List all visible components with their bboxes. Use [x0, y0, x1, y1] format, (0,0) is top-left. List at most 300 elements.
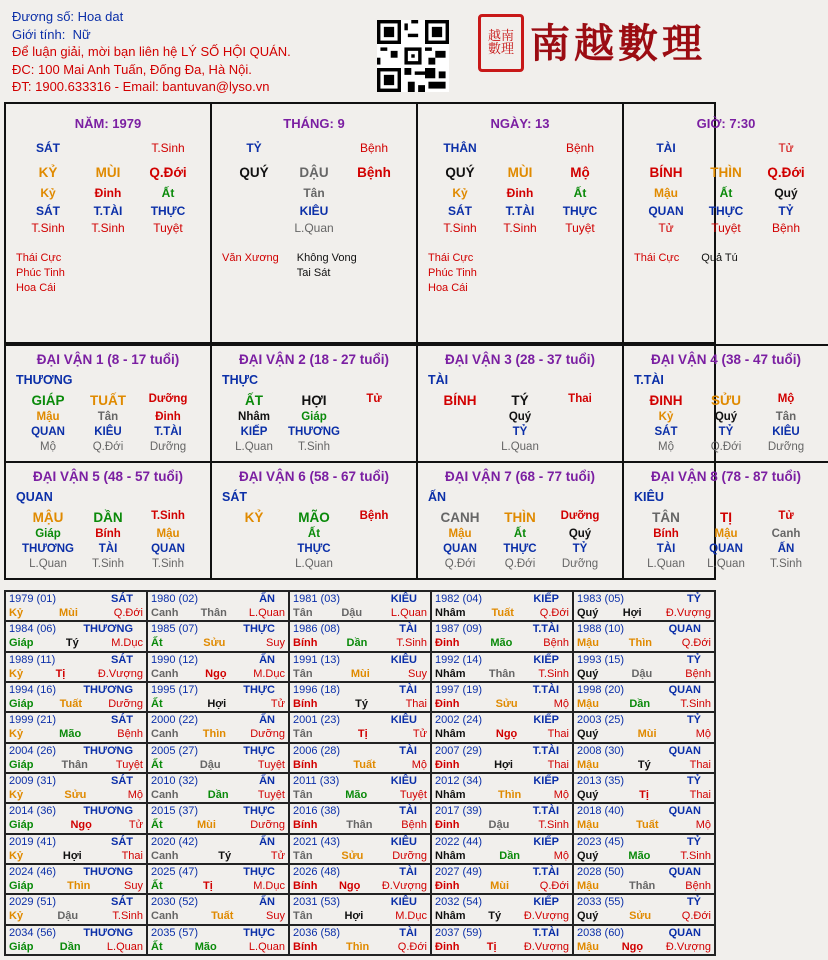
year-line1 — [577, 804, 711, 818]
pillar-cell: Kỷ — [40, 186, 56, 200]
dai-van-chi: TỊ — [720, 510, 732, 525]
dai-van-cell: QUAN — [709, 543, 743, 555]
dai-van-cell: Mậu — [448, 528, 472, 540]
year-line1 — [151, 835, 285, 849]
year-chi: Mùi — [58, 607, 78, 619]
year-god: TỶ — [686, 653, 701, 666]
year-cell — [431, 743, 573, 773]
year-line2 — [9, 849, 143, 863]
dai-van-cell — [344, 441, 404, 453]
year-chi: Dần — [207, 789, 229, 801]
year-cell — [431, 652, 573, 682]
dai-van-cell: THƯƠNG — [22, 543, 74, 555]
pillar-title: NGÀY: 13 — [490, 116, 550, 131]
dai-van-row — [6, 426, 210, 438]
dai-van-cell: THỰC — [503, 543, 537, 555]
year-god: TỶ — [686, 775, 701, 787]
annual-luck-table — [4, 590, 716, 956]
year-line2 — [151, 727, 285, 741]
pillar-cell: THỰC — [708, 204, 744, 218]
year-god: TỶ — [686, 896, 701, 909]
year-line2 — [151, 758, 285, 772]
year-cell — [289, 864, 431, 894]
year-chi: Mùi — [490, 880, 510, 892]
dai-van-chi: HỢI — [301, 393, 327, 408]
year-line1 — [577, 592, 711, 606]
year-cell — [5, 894, 147, 924]
year-god: KIÊU — [390, 775, 417, 787]
year-god: TỶ — [686, 714, 701, 727]
year-cell — [289, 743, 431, 773]
year-god: TÀI — [399, 866, 417, 878]
year-can: Quý — [577, 789, 599, 801]
pillar-cell: BÍNH — [649, 165, 683, 180]
year-line1 — [293, 895, 427, 909]
year-line2 — [9, 758, 143, 772]
year-cell — [573, 925, 715, 955]
dai-van-cell — [430, 426, 490, 438]
year-god: ẤN — [259, 714, 275, 727]
year-god: THƯƠNG — [83, 744, 133, 757]
year-chi: Thân — [488, 667, 516, 680]
dai-van-cell — [344, 528, 404, 540]
year-god: THƯƠNG — [83, 866, 133, 878]
pillar-cell: TỶ — [778, 204, 794, 218]
year-line2 — [293, 818, 427, 832]
year-cell — [431, 925, 573, 955]
year-god: THƯƠNG — [83, 684, 133, 696]
pillar-cell: Tuyệt — [153, 221, 183, 235]
dai-van-cell: TỶ — [512, 426, 528, 438]
dai-van-cell: Q.Đới — [504, 558, 536, 570]
year-line2 — [151, 636, 285, 650]
pillar-cell: Bệnh — [771, 221, 801, 235]
year-chi: Hợi — [622, 607, 642, 619]
year-god: THƯƠNG — [83, 926, 133, 939]
year-chi: Tý — [488, 910, 502, 923]
dai-van-chi: TÝ — [511, 393, 529, 408]
pillar-cell — [344, 186, 404, 200]
year-god: SÁT — [111, 593, 133, 605]
dai-van-cell: KIÊU — [94, 426, 122, 438]
dai-van-7 — [418, 461, 624, 578]
year-line2 — [435, 940, 569, 954]
year-stage: L.Quan — [390, 607, 427, 619]
dai-van-cell: L.Quan — [647, 558, 685, 570]
year-stage: Mộ — [695, 728, 711, 741]
pillar-cell: DẬU — [299, 165, 329, 180]
year-line1 — [293, 744, 427, 758]
year-chi: Sửu — [629, 910, 652, 923]
dai-van-chi: SỬU — [711, 393, 741, 408]
year-label: 1996 (18) — [293, 684, 341, 696]
dai-van-cell: Tân — [97, 411, 119, 423]
dai-van-title: ĐẠI VẬN 3 (28 - 37 tuổi) — [444, 352, 596, 367]
dai-van-cell — [344, 558, 404, 570]
year-chi: Tuất — [211, 910, 234, 923]
year-label: 1997 (19) — [435, 684, 483, 696]
dai-van-row — [418, 558, 622, 570]
year-stage: L.Quan — [248, 940, 285, 953]
pillar-cell: TỶ — [246, 141, 262, 155]
year-label: 2002 (24) — [435, 714, 483, 727]
year-line1 — [9, 804, 143, 818]
year-label: 1988 (10) — [577, 623, 625, 636]
year-god: QUAN — [668, 805, 701, 818]
dai-van-cell: THỰC — [297, 543, 331, 555]
dai-van-stage: Thai — [568, 393, 592, 405]
year-label: 2016 (38) — [293, 805, 341, 818]
year-can: Giáp — [9, 758, 34, 771]
gender-label: Giới tính: — [12, 26, 66, 42]
year-stage: Suy — [408, 667, 427, 680]
year-chi: Tị — [486, 940, 497, 953]
year-chi: Tuất — [636, 819, 659, 832]
year-label: 2027 (49) — [435, 866, 483, 878]
pillar-cell: Ất — [573, 186, 587, 200]
year-cell — [289, 803, 431, 833]
year-label: 1986 (08) — [293, 623, 341, 636]
year-chi: Tị — [55, 667, 66, 680]
star-item: Tai Sát — [296, 267, 331, 279]
pillar-cell: T.Sinh — [443, 221, 477, 235]
year-can: Canh — [151, 728, 179, 741]
dai-van-cell: Mộ — [40, 441, 56, 453]
dai-van-chi: MÃO — [298, 510, 330, 525]
year-stage: T.Sinh — [538, 819, 569, 832]
year-line2 — [151, 606, 285, 620]
year-line2 — [577, 758, 711, 772]
year-label: 1995 (17) — [151, 684, 199, 696]
pillar-row — [212, 165, 416, 180]
dai-van-cell: Mậu — [156, 528, 180, 540]
year-line1 — [293, 713, 427, 727]
year-cell — [573, 773, 715, 803]
year-can: Kỷ — [9, 789, 24, 801]
year-chi: Sửu — [341, 849, 364, 862]
year-line1 — [9, 744, 143, 758]
year-god: T.TÀI — [532, 684, 559, 696]
year-can: Quý — [577, 728, 599, 741]
dai-van-row — [624, 558, 828, 570]
year-chi: Hợi — [62, 849, 82, 862]
dai-van-row — [418, 543, 622, 555]
year-chi: Tý — [637, 758, 651, 771]
year-god: KIÊU — [390, 835, 417, 848]
year-cell — [147, 712, 289, 742]
year-cell — [147, 925, 289, 955]
year-line1 — [435, 835, 569, 849]
year-cell — [431, 682, 573, 712]
year-can: Bính — [293, 758, 318, 771]
year-line2 — [435, 788, 569, 802]
dai-van-cell: Q.Đới — [92, 441, 124, 453]
dai-van-god: KIÊU — [634, 490, 664, 504]
year-chi: Dậu — [488, 819, 510, 832]
year-line1 — [293, 926, 427, 940]
year-god: TÀI — [399, 805, 417, 818]
year-stage: Thai — [689, 758, 711, 771]
year-line1 — [435, 865, 569, 879]
year-label: 1981 (03) — [293, 593, 341, 605]
year-line1 — [9, 713, 143, 727]
dai-van-row — [624, 528, 828, 540]
year-chi: Thân — [200, 607, 227, 619]
pillar-cell — [344, 221, 404, 235]
year-chi: Thìn — [628, 637, 652, 650]
dai-van-cell: Dưỡng — [561, 558, 599, 570]
year-label: 2036 (58) — [293, 926, 341, 939]
year-stage: Thai — [547, 728, 569, 741]
pillar-row — [6, 204, 210, 218]
pillar-cell: Mậu — [654, 186, 678, 200]
year-can: Đinh — [435, 819, 460, 832]
year-can: Tân — [293, 849, 313, 862]
dai-van-row — [418, 528, 622, 540]
pillar-cell: Tân — [303, 186, 325, 200]
year-line2 — [577, 909, 711, 923]
year-can: Ất — [151, 880, 163, 892]
year-line1 — [293, 622, 427, 636]
year-label: 2032 (54) — [435, 896, 483, 909]
dai-van-row — [418, 426, 622, 438]
year-line2 — [151, 697, 285, 711]
year-stage: Thai — [405, 698, 427, 710]
pillar-cell: THÌN — [710, 165, 742, 180]
pillar-cell: Bệnh — [565, 141, 595, 155]
dai-van-stage: Dưỡng — [560, 510, 600, 522]
year-cell — [147, 803, 289, 833]
dai-van-chi: TUẤT — [90, 393, 126, 408]
dai-van-cell — [344, 426, 404, 438]
year-chi: Mão — [194, 940, 217, 953]
year-chi: Mão — [345, 789, 368, 801]
pillar-3 — [624, 104, 828, 342]
dai-van-row — [212, 426, 416, 438]
year-line2 — [293, 758, 427, 772]
year-can: Giáp — [9, 880, 34, 892]
pillar-cell: Q.Đới — [767, 165, 805, 180]
year-cell — [5, 682, 147, 712]
year-chi: Hợi — [344, 910, 364, 923]
year-stage: T.Sinh — [538, 667, 569, 680]
year-line1 — [151, 744, 285, 758]
year-chi: Mão — [490, 637, 513, 650]
year-cell — [431, 773, 573, 803]
dai-van-row — [212, 528, 416, 540]
pillar-row — [624, 186, 828, 200]
year-line1 — [9, 865, 143, 879]
year-label: 2018 (40) — [577, 805, 625, 818]
year-label: 1979 (01) — [9, 593, 57, 605]
year-cell — [5, 803, 147, 833]
pillar-cell: T.TÀI — [93, 204, 123, 218]
dai-van-1 — [6, 344, 212, 461]
year-can: Ất — [151, 698, 163, 710]
year-can: Quý — [577, 667, 599, 680]
pillar-row — [418, 221, 622, 235]
dai-van-cell: Đinh — [155, 411, 181, 423]
dai-van-cell — [344, 411, 404, 423]
year-can: Ất — [151, 758, 163, 771]
year-chi: Sửu — [495, 698, 518, 710]
year-can: Đinh — [435, 940, 460, 953]
dai-van-title: ĐẠI VẬN 6 (58 - 67 tuổi) — [238, 469, 390, 484]
year-label: 2024 (46) — [9, 866, 57, 878]
year-cell — [431, 712, 573, 742]
year-label: 2010 (32) — [151, 775, 199, 787]
year-stage: Suy — [266, 637, 285, 650]
year-can: Tân — [293, 910, 313, 923]
year-chi: Hợi — [494, 758, 513, 771]
year-can: Nhâm — [435, 667, 466, 680]
dai-van-6 — [212, 461, 418, 578]
dai-van-cell: Mậu — [714, 528, 738, 540]
year-god: TỶ — [686, 835, 701, 848]
year-stage: Đ.Vượng — [665, 607, 711, 619]
year-label: 2020 (42) — [151, 835, 199, 848]
year-god: THỰC — [243, 684, 275, 696]
year-label: 2009 (31) — [9, 775, 57, 787]
year-can: Kỷ — [9, 667, 24, 680]
address-line: ĐC: 100 Mai Anh Tuấn, Đống Đa, Hà Nội. — [12, 61, 252, 77]
year-line1 — [151, 895, 285, 909]
year-chi: Dậu — [199, 758, 221, 771]
year-stage: Mộ — [553, 849, 569, 862]
year-stage: Thai — [121, 849, 143, 862]
year-line1 — [435, 713, 569, 727]
dai-van-cell: Nhâm — [238, 411, 270, 423]
year-cell — [147, 682, 289, 712]
dai-van-cell: Bính — [95, 528, 121, 540]
year-can: Canh — [151, 789, 179, 801]
dai-van-8 — [624, 461, 828, 578]
pillar-cell: Đinh — [506, 186, 534, 200]
year-label: 2011 (33) — [293, 775, 340, 787]
year-line2 — [151, 818, 285, 832]
year-label: 1993 (15) — [577, 653, 625, 666]
year-label: 2007 (29) — [435, 744, 483, 757]
pillar-cell: KỶ — [38, 165, 58, 180]
dai-van-cell: QUAN — [31, 426, 65, 438]
year-line1 — [435, 774, 569, 788]
year-god: THƯƠNG — [83, 805, 133, 818]
year-god: QUAN — [668, 926, 701, 939]
dai-van-cell — [224, 528, 284, 540]
year-line2 — [577, 667, 711, 681]
dai-van-cell: L.Quan — [501, 441, 539, 453]
pillar-cell: SÁT — [36, 141, 60, 155]
year-line1 — [9, 774, 143, 788]
year-cell — [573, 894, 715, 924]
year-line1 — [293, 683, 427, 697]
year-cell — [5, 743, 147, 773]
star-item: Không Vong — [296, 252, 357, 264]
year-cell — [431, 894, 573, 924]
dai-van-row — [6, 441, 210, 453]
year-can: Đinh — [435, 637, 460, 650]
year-can: Nhâm — [435, 789, 466, 801]
pillar-cell: Ất — [161, 186, 175, 200]
dai-van-cell — [550, 411, 610, 423]
year-stage: Bệnh — [401, 819, 427, 832]
year-line1 — [577, 895, 711, 909]
year-can: Bính — [293, 637, 318, 650]
year-stage: Mộ — [553, 698, 569, 710]
dai-van-can: TÂN — [652, 510, 680, 525]
year-line1 — [151, 774, 285, 788]
year-can: Ất — [151, 819, 163, 832]
pillar-row — [418, 186, 622, 200]
year-label: 2013 (35) — [577, 775, 625, 787]
year-line1 — [435, 895, 569, 909]
year-god: THỰC — [243, 805, 275, 818]
year-chi: Dậu — [631, 667, 653, 680]
year-god: ẤN — [259, 653, 275, 666]
year-can: Ất — [151, 940, 163, 953]
year-can: Canh — [151, 910, 179, 923]
year-line2 — [577, 940, 711, 954]
year-chi: Tý — [218, 849, 232, 862]
dai-van-cell: Mậu — [36, 411, 60, 423]
year-cell — [431, 591, 573, 621]
dai-van-god: THỰC — [222, 373, 259, 387]
year-line2 — [9, 909, 143, 923]
pillar-cell: THỰC — [150, 204, 186, 218]
year-line1 — [9, 926, 143, 940]
year-stage: Q.Đới — [397, 940, 427, 953]
year-stage: Thai — [547, 758, 569, 771]
year-can: Tân — [293, 667, 313, 680]
star-item: Hoa Cái — [428, 282, 468, 294]
year-line1 — [293, 835, 427, 849]
year-stage: M.Dục — [253, 880, 285, 892]
dai-van-5 — [6, 461, 212, 578]
pillar-row — [6, 165, 210, 180]
dai-van-god: THƯƠNG — [16, 373, 73, 387]
dai-van-cell: T.Sinh — [770, 558, 802, 570]
year-line2 — [435, 636, 569, 650]
year-stage: Bệnh — [685, 880, 711, 892]
year-god: T.TÀI — [532, 744, 559, 757]
year-stage: L.Quan — [248, 607, 285, 619]
star-item: Thái Cực — [16, 252, 62, 264]
dai-van-stage: T.Sinh — [151, 510, 185, 522]
year-can: Mậu — [577, 940, 599, 953]
dai-van-cell: Q.Đới — [710, 441, 742, 453]
year-line2 — [577, 636, 711, 650]
year-stage: Dưỡng — [250, 819, 285, 832]
year-can: Quý — [577, 849, 599, 862]
year-line2 — [435, 849, 569, 863]
dai-van-cell: Tân — [775, 411, 797, 423]
year-god: ẤN — [259, 896, 275, 909]
year-stage: Mộ — [411, 758, 427, 771]
year-chi: Tị — [639, 789, 649, 801]
year-god: TÀI — [399, 744, 417, 757]
year-cell — [147, 591, 289, 621]
year-label: 2034 (56) — [9, 926, 57, 939]
gender-value: Nữ — [72, 26, 91, 42]
dai-van-row — [624, 411, 828, 423]
year-cell — [5, 591, 147, 621]
year-chi: Dần — [629, 698, 651, 710]
pillar-cell — [490, 141, 550, 155]
dai-van-can: ẤT — [245, 393, 263, 408]
year-line2 — [293, 727, 427, 741]
pillar-title: NĂM: 1979 — [74, 116, 142, 131]
year-stage: Q.Đới — [681, 637, 711, 650]
